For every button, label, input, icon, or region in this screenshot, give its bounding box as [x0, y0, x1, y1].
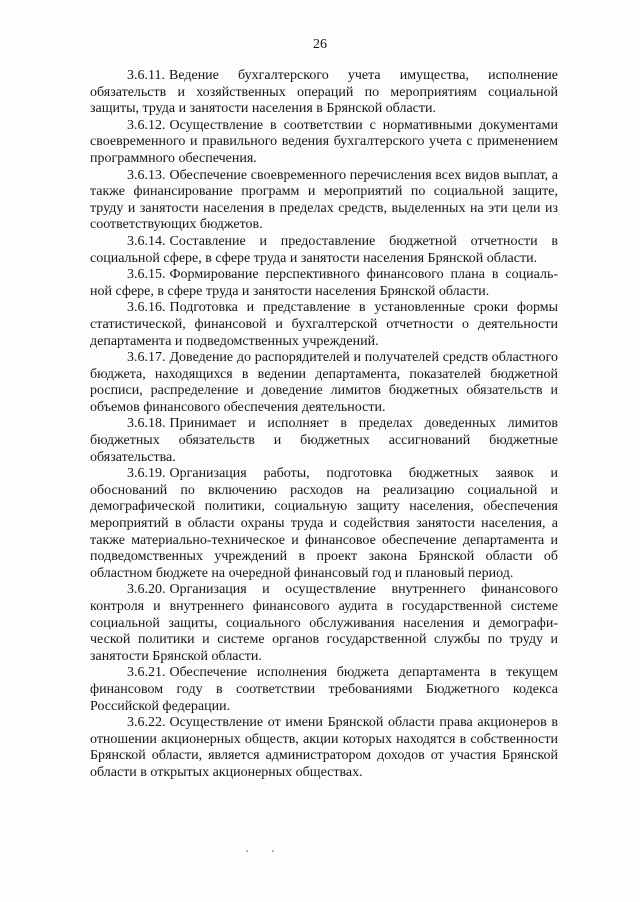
paragraph-text: Доведение до распорядителей и получателей средств областного бюджета, находящихся в ведении департамента, показателей бюджетной росписи, распределение и доведение лимитов бюджетных обязательств и объемов финансового обеспечения деятельности.	[90, 350, 558, 415]
paragraph-number: 3.6.22.	[127, 715, 166, 731]
paragraph-3-6-15	[90, 267, 558, 300]
document-body	[90, 68, 558, 782]
paragraph-number: 3.6.13.	[127, 167, 166, 183]
paragraph-3-6-16	[90, 300, 558, 350]
page-number: 26	[313, 37, 327, 52]
paragraph-3-6-12	[90, 118, 558, 168]
paragraph-3-6-14	[90, 234, 558, 267]
paragraph-number: 3.6.21.	[127, 665, 166, 681]
paragraph-number: 3.6.15.	[127, 267, 166, 283]
paragraph-number: 3.6.17.	[127, 350, 166, 366]
paragraph-3-6-13	[90, 168, 558, 234]
paragraph-number: 3.6.20.	[127, 582, 166, 598]
paragraph-3-6-19	[90, 466, 558, 582]
paragraph-text: Принимает и исполняет в пределах доведенных лимитов бюджетных обязательств и бюджетных ассигнований бюджетные обязательства.	[90, 416, 558, 465]
paragraph-text: Осуществление в соответствии с нормативными документами своевременного и правильного ведения бухгалтерского учета с применением программного обеспечения.	[90, 117, 558, 166]
paragraph-text: Организация и осуществление внутреннего финансового контроля и внутреннего финансового аудита в государственной системе социальной защиты, социального обслуживания населения и демографической политики и системе органов государственной службы по труду и занятости Брянской области.	[90, 582, 558, 664]
paragraph-3-6-20	[90, 582, 558, 665]
paragraph-number: 3.6.12.	[127, 117, 166, 133]
paragraph-text: Обеспечение своевременного перечисления всех видов выплат, а также финансирование программ и мероприятий по социальной защите, труду и занятости населения в пределах средств, выделенных на эти цели из соответствующих бюджетов.	[90, 167, 558, 233]
paragraph-text: Составление и предоставление бюджетной отчетности в социальной сфере, в сфере труда и занятости населения Брянской области.	[90, 233, 558, 266]
paragraph-number: 3.6.11.	[127, 68, 165, 83]
paragraph-text: Организация работы, подготовка бюджетных заявок и обоснований по включению расходов на реализацию социальной и демографической политики, социальную защиту населения, обеспечения мероприятий в области охраны труда и содействия занятости населения, а также материально-техническое и финансовое обеспечение департамента и подведомственных учреждений в проект закона Брянской области об областном бюджете на очередной финансовый год и плановый период.	[90, 466, 558, 581]
paragraph-3-6-21	[90, 665, 558, 715]
scan-speck	[246, 850, 248, 852]
paragraph-text: Осуществление от имени Брянской области права акционеров в отношении акционерных обществ, акции которых находятся в собственности Брянской области, является администратором доходов от участия Брянской области в открытых акционерных обществах.	[90, 715, 558, 780]
paragraph-text: Подготовка и представление в установленные сроки формы статистической, финансовой и бухгалтерской отчетности о деятельности департамента и подведомственных учреждений.	[90, 300, 558, 349]
paragraph-number: 3.6.14.	[127, 233, 166, 249]
paragraph-number: 3.6.16.	[127, 300, 166, 316]
paragraph-text: Формирование перспективного финансового плана в социальной сфере, в сфере труда и занятости населения Брянской области.	[90, 267, 558, 299]
scan-speck	[272, 850, 274, 852]
paragraph-3-6-11	[90, 68, 558, 118]
paragraph-3-6-18	[90, 416, 558, 466]
paragraph-number: 3.6.19.	[127, 466, 166, 482]
paragraph-text: Ведение бухгалтерского учета имущества, исполнение обязательств и хозяйственных операций по мероприятиям социальной защиты, труда и занятости населения в Брянской области.	[90, 68, 558, 117]
paragraph-3-6-17	[90, 350, 558, 416]
paragraph-number: 3.6.18.	[127, 416, 166, 432]
paragraph-text: Обеспечение исполнения бюджета департамента в текущем финансовом году в соответствии требованиями Бюджетного кодекса Российской федерации.	[90, 665, 558, 714]
paragraph-3-6-22	[90, 715, 558, 781]
